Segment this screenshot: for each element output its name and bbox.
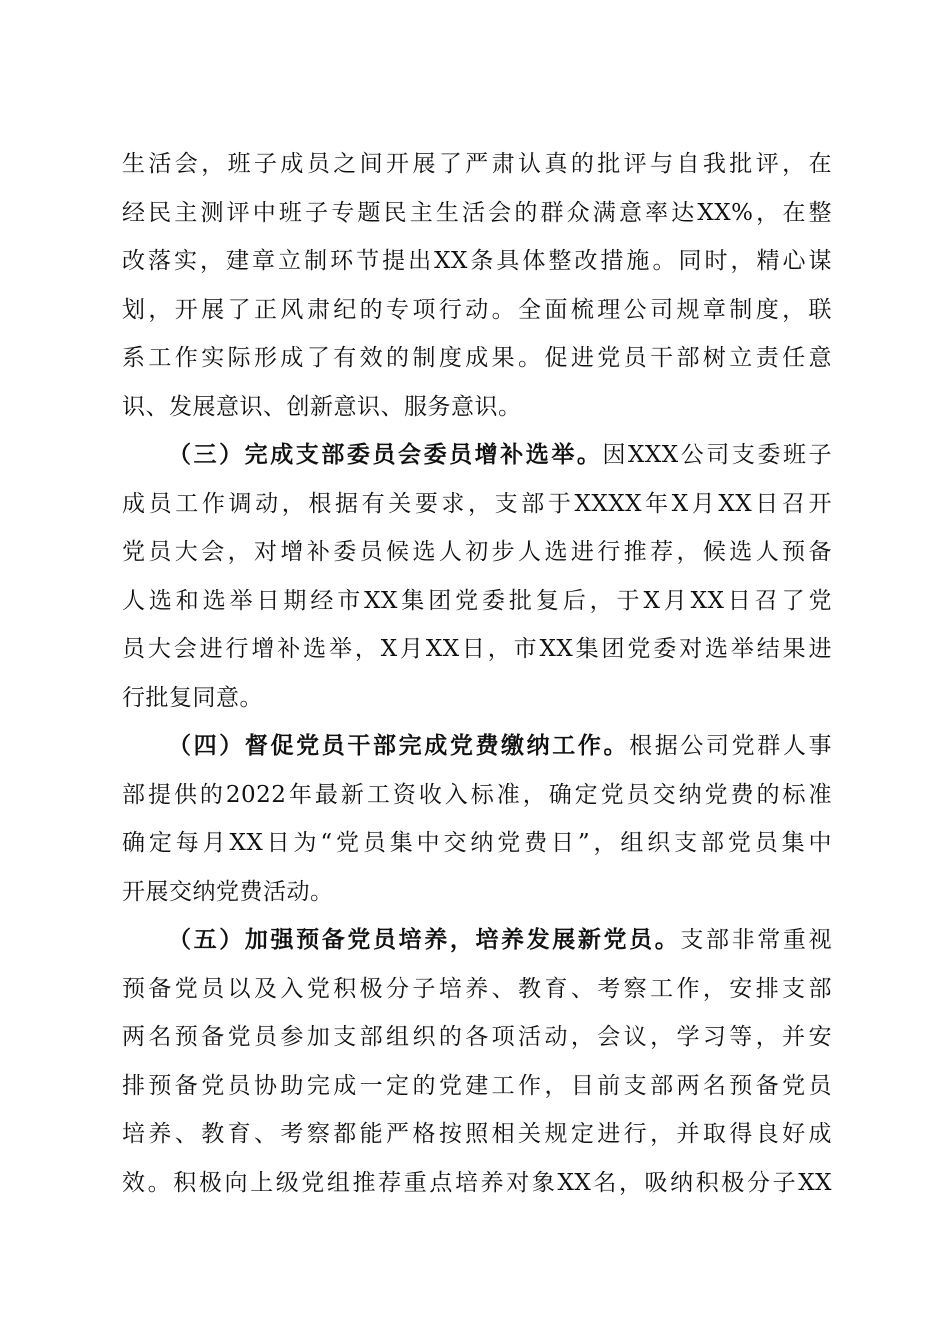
text-line (122, 431, 832, 480)
text-line: 培养、教育、考察都能严格按照相关规定进行，并取得良好成 (122, 1121, 832, 1147)
text-line (122, 722, 832, 771)
text-line: 生活会，班子成员之间开展了严肃认真的批评与自我批评，在 (122, 151, 832, 177)
text-line: 识、发展意识、创新意识、服务意识。 (122, 393, 522, 420)
text-line: 划，开展了正风肃纪的专项行动。全面梳理公司规章制度，联 (122, 296, 832, 323)
paragraph-probationary-members (122, 916, 832, 1207)
text-line: 经民主测评中班子专题民主生活会的群众满意率达XX%，在整 (122, 199, 832, 226)
text-line: 员大会进行增补选举，X月XX日，市XX集团党委对选举结果进 (122, 636, 832, 662)
paragraph-democratic-life (122, 140, 832, 431)
text-line: 行批复同意。 (122, 684, 263, 711)
text-line: 效。积极向上级党组推荐重点培养对象XX名，吸纳积极分子XX (122, 1169, 832, 1196)
text-line: 部提供的2022年最新工资收入标准，确定党员交纳党费的标准 (122, 781, 832, 808)
text-line: 预备党员以及入党积极分子培养、教育、考察工作，安排支部 (122, 975, 832, 1002)
text-line: 人选和选举日期经市XX集团党委批复后，于X月XX日召了党 (122, 587, 832, 614)
paragraph-election (122, 431, 832, 722)
text-line: 改落实，建章立制环节提出XX条具体整改措施。同时，精心谋 (122, 248, 832, 274)
text-line: 党员大会，对增补委员候选人初步人选进行推荐，候选人预备 (122, 539, 832, 565)
text-line: 两名预备党员参加支部组织的各项活动，会议，学习等，并安 (122, 1024, 832, 1050)
text-line: 系工作实际形成了有效的制度成果。促进党员干部树立责任意 (122, 345, 832, 371)
text-span: 支部非常重视 (680, 927, 833, 953)
text-span: 因XXX公司支委班子 (602, 442, 833, 468)
section-heading: （五）加强预备党员培养，培养发展新党员。 (168, 926, 681, 953)
text-line: 开展交纳党费活动。 (122, 878, 334, 905)
paragraph-party-dues (122, 722, 832, 916)
section-heading: （四）督促党员干部完成党费缴纳工作。 (168, 732, 630, 759)
text-line: 确定每月XX日为“党员集中交纳党费日”，组织支部党员集中 (122, 830, 832, 856)
document-body (122, 140, 832, 1207)
section-heading: （三）完成支部委员会委员增补选举。 (168, 441, 603, 468)
text-span: 根据公司党群人事 (629, 733, 833, 759)
text-line: 成员工作调动，根据有关要求，支部于XXXX年X月XX日召开 (122, 490, 832, 517)
text-line (122, 916, 832, 965)
text-line: 排预备党员协助完成一定的党建工作，目前支部两名预备党员 (122, 1072, 832, 1099)
